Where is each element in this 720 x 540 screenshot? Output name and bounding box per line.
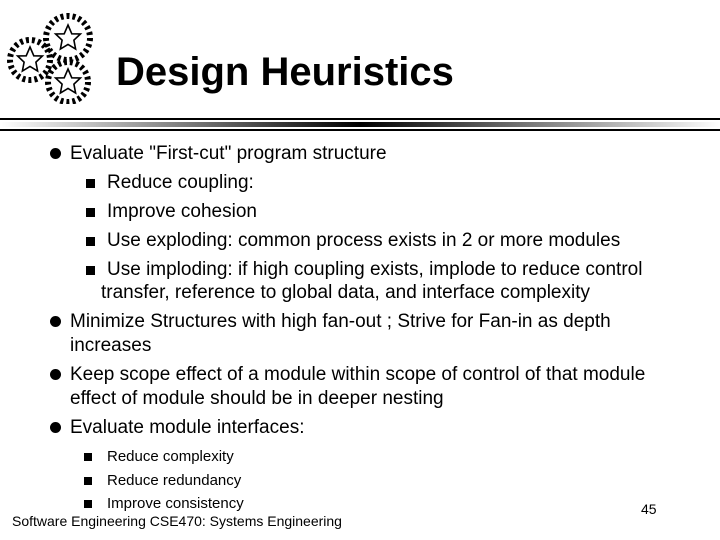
small-bullet-text: Reduce complexity [107, 448, 234, 465]
bullet-square-icon [84, 500, 92, 508]
sub-bullet-text: Use imploding: if high coupling exists, implode to reduce control [107, 259, 643, 280]
small-bullet-text: Improve consistency [107, 495, 244, 512]
bullet-square-icon [86, 179, 95, 188]
star-logo-icon [2, 8, 98, 104]
small-bullet-text: Reduce redundancy [107, 472, 242, 489]
bullet-text: Evaluate "First-cut" program structure [70, 143, 387, 164]
bullet-dot-icon [50, 148, 61, 159]
bullet-dot-icon [50, 316, 61, 327]
bullet-dot-icon [50, 422, 61, 433]
sub-bullet-text: transfer, reference to global data, and interface complexity [101, 282, 590, 303]
bullet-square-icon [84, 453, 92, 461]
slide-title: Design Heuristics [116, 50, 454, 94]
bullet-square-icon [86, 266, 95, 275]
bullet-text: Keep scope effect of a module within scope of control of that module [70, 364, 646, 385]
sub-bullet-text: Reduce coupling: [107, 172, 254, 193]
page-number: 45 [641, 501, 657, 517]
title-divider [0, 118, 720, 132]
bullet-square-icon [84, 477, 92, 485]
sub-bullet-text: Improve cohesion [107, 201, 257, 222]
bullet-text: Minimize Structures with high fan-out ; Strive for Fan-in as depth [70, 311, 611, 332]
sub-bullet-text: Use exploding: common process exists in 2 or more modules [107, 230, 621, 251]
bullet-text: Evaluate module interfaces: [70, 417, 305, 438]
bullet-text: increases [70, 335, 152, 356]
bullet-square-icon [86, 208, 95, 217]
bullet-text: effect of module should be in deeper nesting [70, 388, 444, 409]
bullet-square-icon [86, 237, 95, 246]
footer-text: Software Engineering CSE470: Systems Engineering [12, 513, 342, 529]
bullet-dot-icon [50, 369, 61, 380]
